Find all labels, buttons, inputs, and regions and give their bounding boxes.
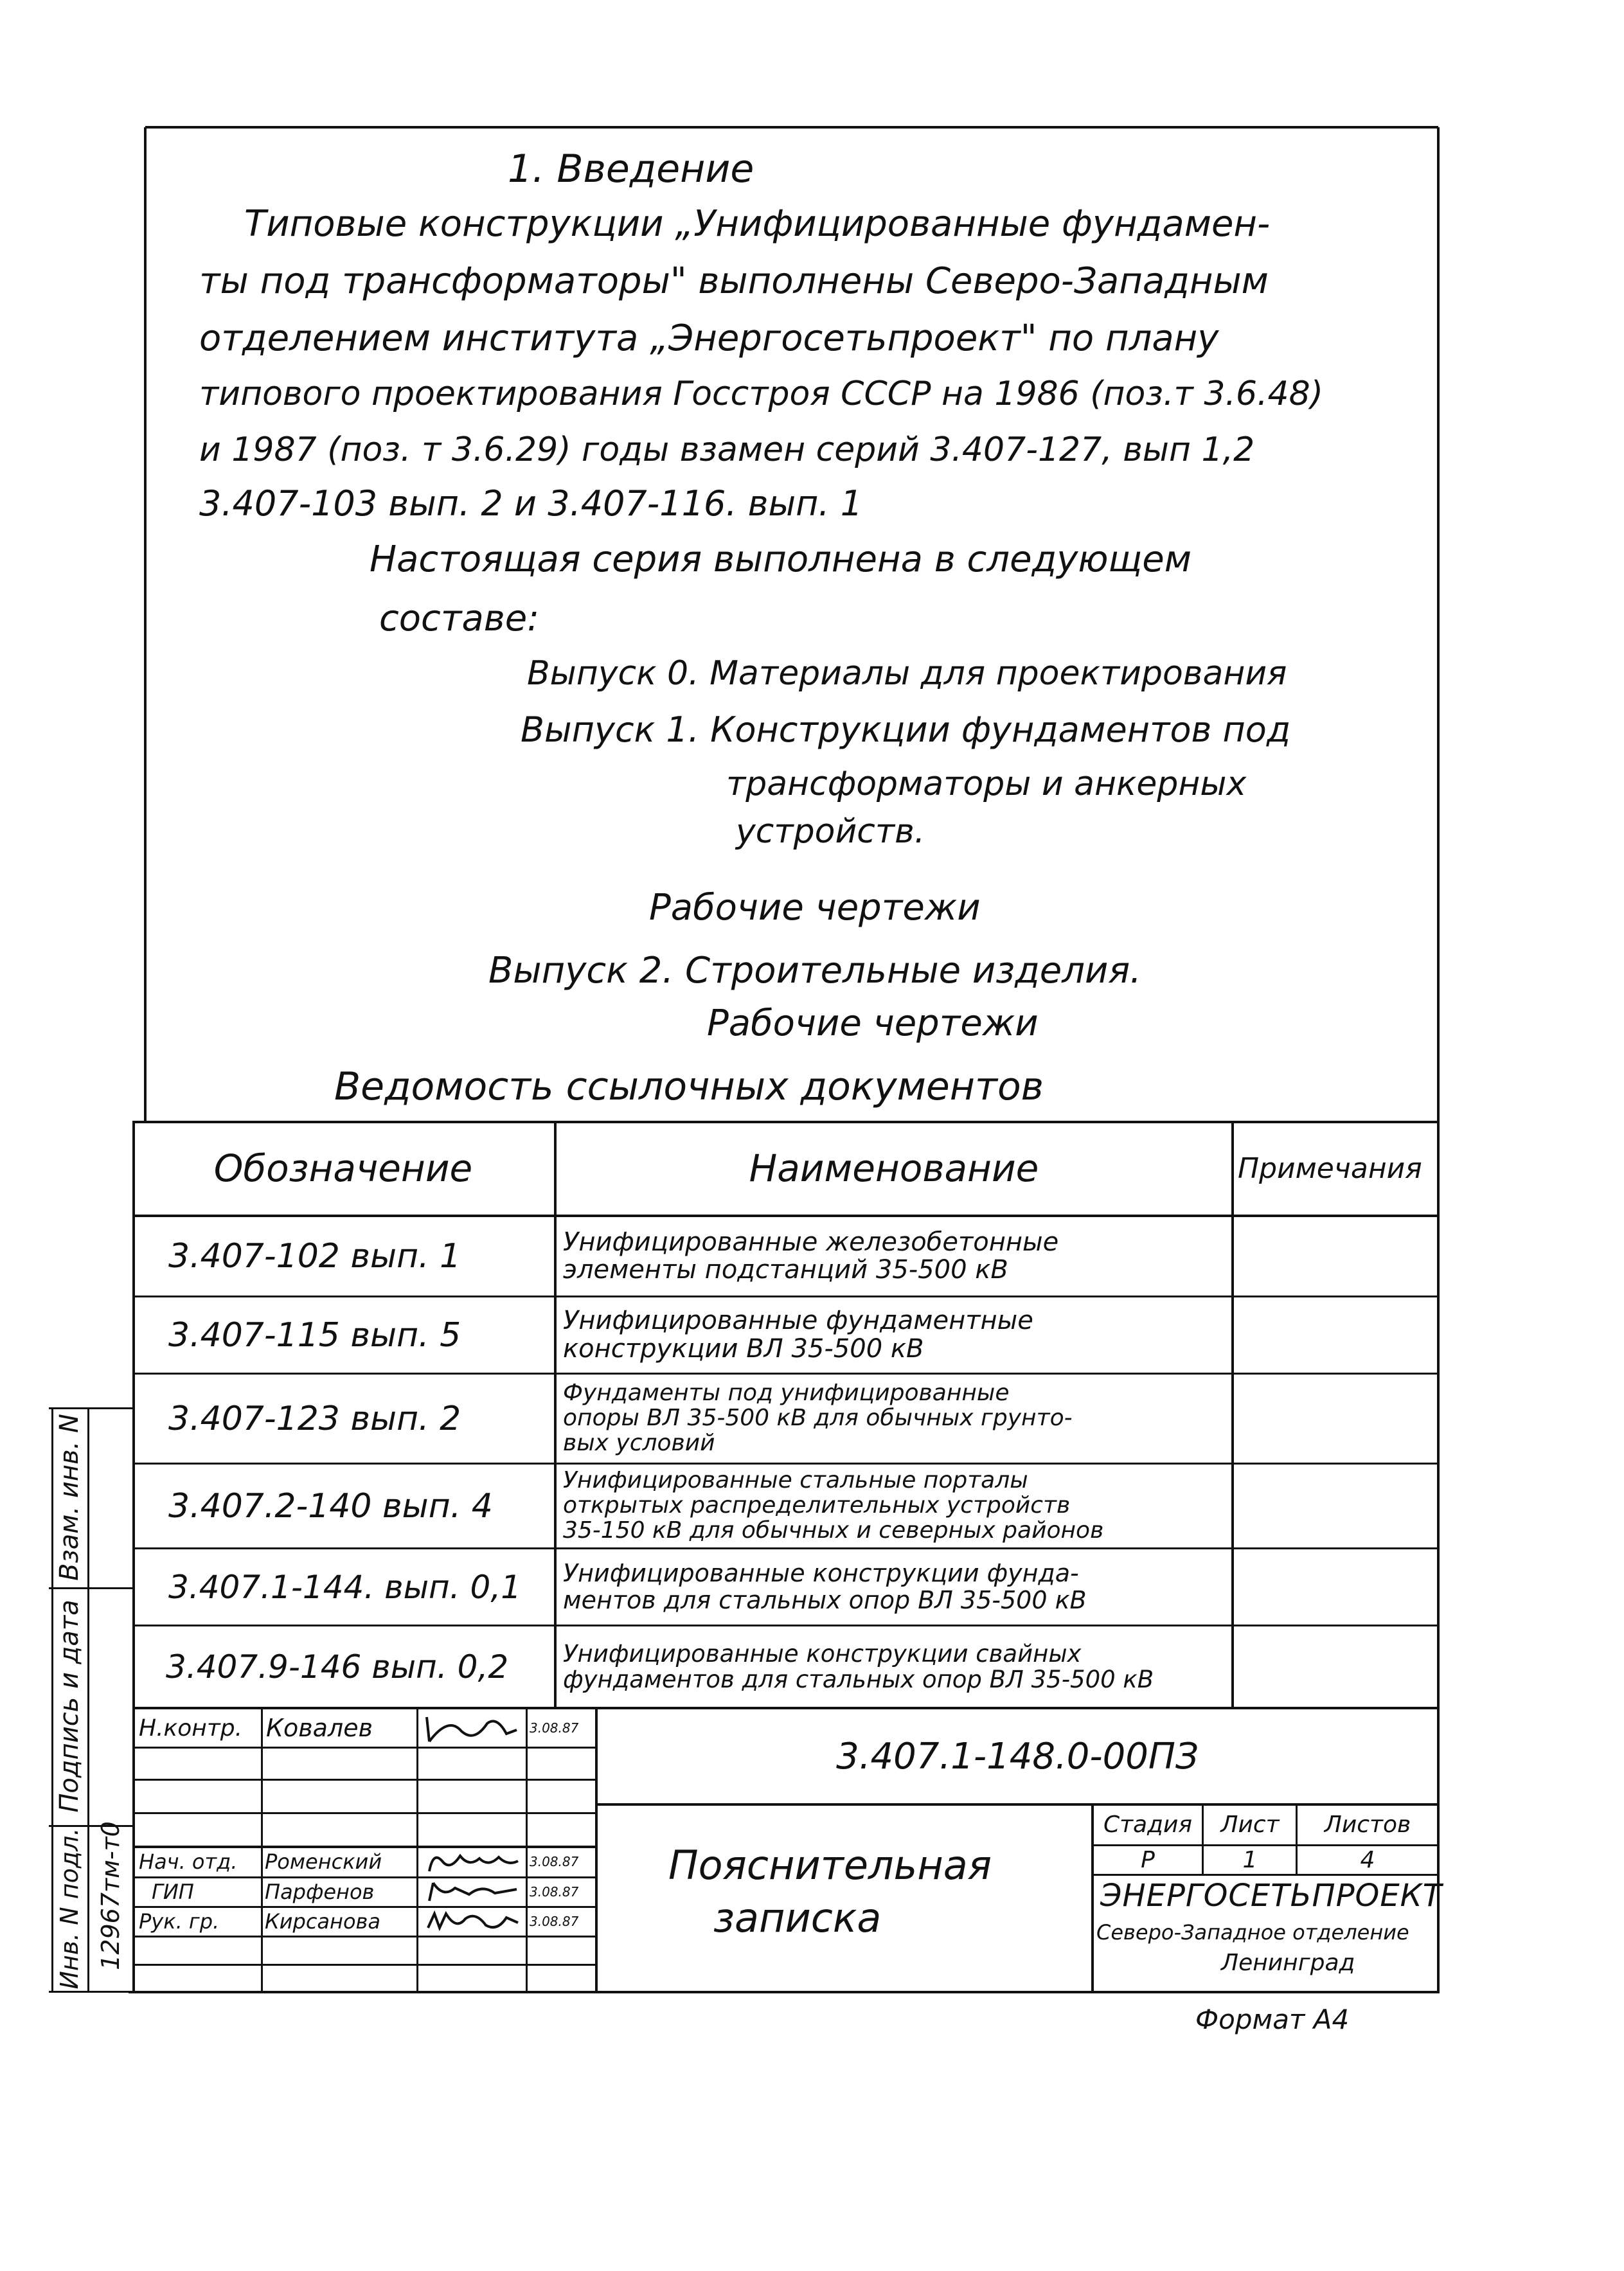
signer-3-name: Парфенов <box>265 1880 375 1904</box>
issue-1-line-1: Выпуск 1. Конструкции фундаментов под <box>521 709 1291 750</box>
table-row-1-name-line-2: элементы подстанций 35-500 кВ <box>563 1255 1008 1285</box>
table-row-2-code: 3.407-115 вып. 5 <box>168 1315 461 1355</box>
stage-value: Р <box>1141 1846 1155 1873</box>
column-header-designation: Обозначение <box>213 1146 473 1190</box>
replace-inv-label: Взам. инв. N <box>55 1414 84 1581</box>
sheet-value: 1 <box>1242 1846 1258 1873</box>
signer-4-date: 3.08.87 <box>530 1914 579 1929</box>
table-row-5-name <box>563 1549 1229 1625</box>
column-header-name: Наименование <box>749 1146 1039 1190</box>
table-row-2-name <box>563 1297 1229 1373</box>
signer-2-name: Роменский <box>265 1849 382 1874</box>
table-row-4-name <box>563 1465 1229 1547</box>
signer-1-date: 3.08.87 <box>530 1720 579 1736</box>
composition-line-1: Настоящая серия выполнена в следующем <box>370 539 1191 580</box>
table-row-3-name <box>563 1375 1229 1463</box>
table-row-2-name-line-2: конструкции ВЛ 35-500 кВ <box>563 1333 924 1364</box>
intro-line-6: 3.407-103 вып. 2 и 3.407-116. вып. 1 <box>199 483 863 524</box>
stage-label: Стадия <box>1103 1811 1193 1838</box>
table-row-1-name <box>563 1217 1229 1296</box>
table-row-4-name-line-1: Унифицированные стальные порталы <box>563 1467 1028 1494</box>
table-row-5-name-line-2: ментов для стальных опор ВЛ 35-500 кВ <box>563 1585 1087 1614</box>
signer-1-name: Ковалев <box>266 1714 373 1742</box>
signer-4-role: Рук. гр. <box>139 1909 220 1934</box>
frame-bottom-line <box>129 1991 1440 1993</box>
frame-right-line <box>1437 127 1440 1992</box>
table-row-3-name-line-2: опоры ВЛ 35-500 кВ для обычных грунто- <box>563 1405 1073 1432</box>
intro-line-2: ты под трансформаторы" выполнены Северо-Западным <box>199 260 1269 302</box>
table-row-4-code: 3.407.2-140 вып. 4 <box>168 1486 493 1526</box>
table-row-3-name-line-3: вых условий <box>563 1429 715 1456</box>
org-branch: Северо-Западное отделение <box>1096 1920 1409 1945</box>
table-row-3-code: 3.407-123 вып. 2 <box>168 1399 461 1438</box>
table-row-5-name-line-1: Унифицированные конструкции фунда- <box>563 1559 1079 1588</box>
signature-romensky <box>424 1848 521 1875</box>
signature-parfenov <box>424 1879 521 1905</box>
signature-kirsanova <box>424 1909 521 1934</box>
table-row-6-name-line-2: фундаментов для стальных опор ВЛ 35-500 кВ <box>563 1665 1154 1693</box>
table-row-6-name <box>563 1626 1229 1707</box>
table-row-1-code: 3.407-102 вып. 1 <box>168 1237 461 1276</box>
intro-line-3: отделением института „Энергосетьпроект" по плану <box>199 317 1219 359</box>
inv-label: Инв. N подл. <box>55 1828 84 1990</box>
sign-date-label: Подпись и дата <box>55 1599 84 1813</box>
signer-4-name: Кирсанова <box>265 1909 380 1934</box>
sheet-label: Лист <box>1220 1811 1280 1838</box>
table-row-1-name-line-1: Унифицированные железобетонные <box>563 1227 1059 1257</box>
issue-1-line-3: устройств. <box>736 812 925 851</box>
issue-1-line-2: трансформаторы и анкерных <box>726 765 1247 803</box>
signer-1-role: Н.контр. <box>139 1714 243 1741</box>
format-note: Формат А4 <box>1195 2004 1350 2035</box>
issue-1-subtitle: Рабочие чертежи <box>649 887 981 929</box>
table-row-5-code: 3.407.1-144. вып. 0,1 <box>168 1568 522 1606</box>
table-row-3-name-line-1: Фундаменты под унифицированные <box>563 1380 1010 1407</box>
table-row-6-name-line-1: Унифицированные конструкции свайных <box>563 1639 1082 1668</box>
signature-kovalev <box>423 1712 519 1745</box>
intro-line-5: и 1987 (поз. т 3.6.29) годы взамен серий 3.407-127, вып 1,2 <box>199 431 1255 469</box>
table-row-4-name-line-3: 35-150 кВ для обычных и северных районов <box>563 1517 1104 1544</box>
issue-0: Выпуск 0. Материалы для проектирования <box>527 654 1287 693</box>
sheets-label: Листов <box>1324 1811 1411 1838</box>
document-title-line-1: Пояснительная <box>668 1842 992 1889</box>
inv-value: 12967тм-т0 <box>96 1821 125 1970</box>
frame-top-line <box>145 126 1438 129</box>
composition-line-2: составе: <box>379 598 540 639</box>
frame-left-line-lower <box>132 1122 135 1992</box>
intro-line-4: типового проектирования Госстроя СССР на 1986 (поз.т 3.6.48) <box>199 375 1324 413</box>
intro-line-1: Типовые конструкции „Унифицированные фундамен- <box>244 203 1271 245</box>
signer-3-role: ГИП <box>152 1880 194 1904</box>
org-city: Ленинград <box>1221 1950 1355 1976</box>
issue-2: Выпуск 2. Строительные изделия. <box>488 950 1141 992</box>
table-row-4-name-line-2: открытых распределительных устройств <box>563 1492 1071 1519</box>
intro-heading: 1. Введение <box>508 147 754 191</box>
document-code: 3.407.1-148.0-00ПЗ <box>836 1735 1199 1777</box>
table-row-6-code: 3.407.9-146 вып. 0,2 <box>166 1648 509 1686</box>
reference-table-title: Ведомость ссылочных документов <box>334 1064 1044 1109</box>
signer-3-date: 3.08.87 <box>530 1884 579 1900</box>
signer-2-date: 3.08.87 <box>530 1854 579 1869</box>
issue-2-subtitle: Рабочие чертежи <box>707 1002 1039 1044</box>
column-header-notes: Примечания <box>1238 1152 1422 1185</box>
table-row-2-name-line-1: Унифицированные фундаментные <box>563 1306 1033 1336</box>
org-name: ЭНЕРГОСЕТЬПРОЕКТ <box>1100 1878 1443 1914</box>
frame-left-line <box>144 127 147 1122</box>
signer-2-role: Нач. отд. <box>139 1849 238 1874</box>
sheets-value: 4 <box>1360 1846 1375 1873</box>
document-title-line-2: записка <box>713 1894 882 1941</box>
